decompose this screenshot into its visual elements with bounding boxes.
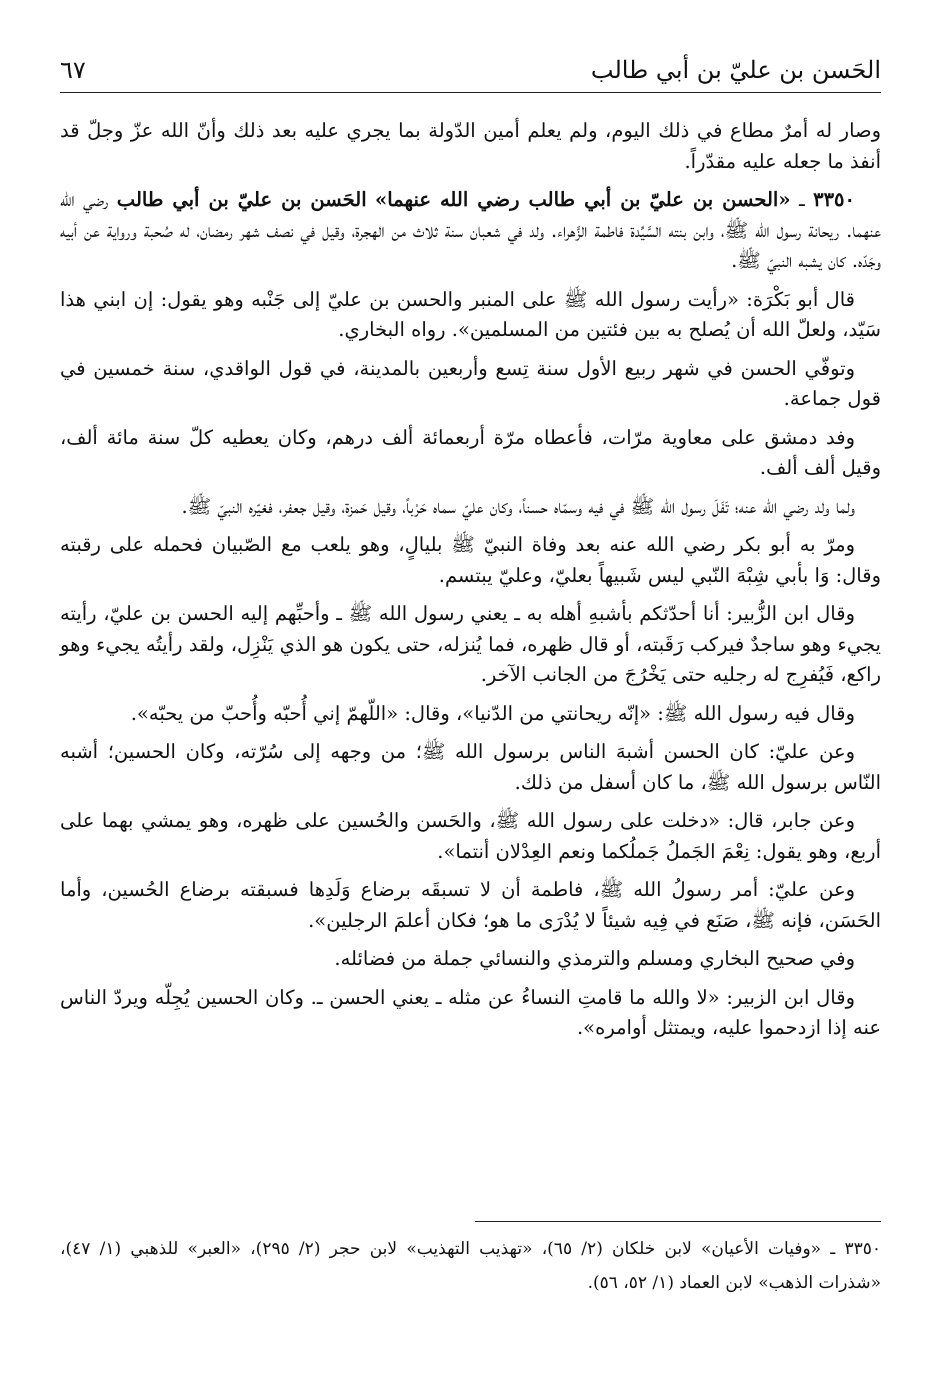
footnote-divider [475,1221,881,1222]
paragraph: وقال ابن الزبير: «لا والله ما قامتِ النساءُ عن مثله ـ يعني الحسن ـ. وكان الحسين يُجِلّه ويردّ الناس عنه إذا ازدحموا عليه، ويمتثل أوامره». [60,985,881,1039]
paragraph: ومرّ به أبو بكر رضي الله عنه بعد وفاة النبيّ ﷺ بليالٍ، وهو يلعب مع الصّبيان فحمله على رقبته وقال: وَا بأبي شِبْهَ النّبي ليس شَبيهاً بعليّ، وعليّ يبتسم. [60,533,881,587]
paragraph: ولما ولد رضي الله عنه؛ تَفَلَ رسول الله ﷺ في فيه وسمّاه حسناً، وكان عليّ سماه حَرْباً، وقيل حَمزة، وقيل جعفر، فغيّره النبيّ ﷺ. [181,494,855,518]
paragraph: وعن عليّ: أمر رسولُ الله ﷺ، فاطمة أن لا تسبقَه برضاع وَلَدِها فسبقته برضاع الحُسين، وأما الحَسَن، فإنه ﷺ، صَنَع في فِيه شيئاً لا يُدْرَى ما هو؛ فكان أعلمَ الرجلين». [60,878,881,932]
running-header [60,52,881,93]
footnotes [60,1232,881,1300]
paragraph: وعن عليّ: كان الحسن أشبهَ الناس برسول الله ﷺ؛ من وجهه إلى سُرّته، وكان الحسين؛ أشبه النّاس برسول الله ﷺ، ما كان أسفل من ذلك. [60,740,881,794]
entry-paragraph: ٣٣٥٠ ـ «الحسن بن عليّ بن أبي طالب رضي الله عنهما» الحَسن بن عليّ بن أبي طالب رضي الله عنهما. ريحانة رسول الله ﷺ، وابن بنته السَّيِّدة فاطمة الزَّهراء. ولد في شعبان سنة ثلاث من الهجرة، وقيل في نصف شهر رمضان، له صُحبة ورواية عن أبيه وجَدّه. كان يشبه النبيّ ﷺ. [60,188,881,272]
running-title: الحَسن بن عليّ بن أبي طالب [590,56,881,84]
paragraph: وعن جابر، قال: «دخلت على رسول الله ﷺ، والحَسن والحُسين على ظهره، وهو يمشي بهما على أربع، وهو يقول: نِعْمَ الجَملُ جَملُكما ونعم العِدْلان أنتما». [60,809,881,863]
paragraph: وفد دمشق على معاوية مرّات، فأعطاه مرّة أربعمائة ألف درهم، وكان يعطيه كلّ سنة مائة ألف، وقيل ألف ألف. [60,425,881,479]
footnote: ٣٣٥٠ ـ «وفيات الأعيان» لابن خلكان (٢/ ٦٥)، «تهذيب التهذيب» لابن حجر (٢/ ٢٩٥)، «العبر» للذهبي (١/ ٤٧)، «شذرات الذهب» لابن العماد (١/ ٥٢، ٥٦). [60,1239,882,1293]
paragraph: قال أبو بَكْرَة: «رأيت رسول الله ﷺ على المنبر والحسن بن عليّ إلى جَنْبه وهو يقول: إن ابني هذا سَيّد، ولعلّ الله أن يُصلح به بين فئتين من المسلمين». رواه البخاري. [60,287,881,341]
entry-text: رضي الله عنهما. ريحانة رسول الله ﷺ، وابن بنته السَّيِّدة فاطمة الزَّهراء. ولد في شعبان سنة ثلاث من الهجرة، وقيل في نصف شهر رمضان، له صُحبة ورواية عن أبيه وجَدّه. كان يشبه النبيّ ﷺ. [60,188,881,272]
page-number: ٦٧ [60,56,86,84]
entry-name: الحَسن بن عليّ بن أبي طالب [116,188,367,211]
body-text [60,116,881,1052]
paragraph: وصار له أمرٌ مطاع في ذلك اليوم، ولم يعلم أمين الدّولة بما يجري عليه بعد ذلك وأنّ الله عزّ وجلّ قد أنفذ ما جعله عليه مقدّراً. [60,119,881,173]
entry-title: «الحسن بن عليّ بن أبي طالب رضي الله عنهما» [375,188,791,211]
paragraph: وفي صحيح البخاري ومسلم والترمذي والنسائي جملة من فضائله. [334,947,855,970]
entry-number: ٣٣٥٠ [813,188,855,211]
paragraph: وقال ابن الزُّبير: أنا أحدّثكم بأشبهِ أهله به ـ يعني رسول الله ﷺ ـ وأحبِّهم إليه الحسن بن عليّ، رأيته يجيء وهو ساجدٌ فيركب رَقَبته، أو قال ظهره، فما يُنزله، حتى يكون هو الذي يَنْزِل، ولقد رأيتُه يجيء وهو راكع، فَيُفرِج له رجليه حتى يَخْرُجَ من الجانب الآخر. [60,602,881,686]
paragraph: وتوفّي الحسن في شهر ربيع الأول سنة تِسع وأربعين بالمدينة، في قول الواقدي، سنة خمسين في قول جماعة. [60,356,881,410]
paragraph: وقال فيه رسول الله ﷺ: «إنّه ريحانتي من الدّنيا»، وقال: «اللّهمّ إني أُحبّه وأُحبّ من يحبّه». [130,701,855,725]
